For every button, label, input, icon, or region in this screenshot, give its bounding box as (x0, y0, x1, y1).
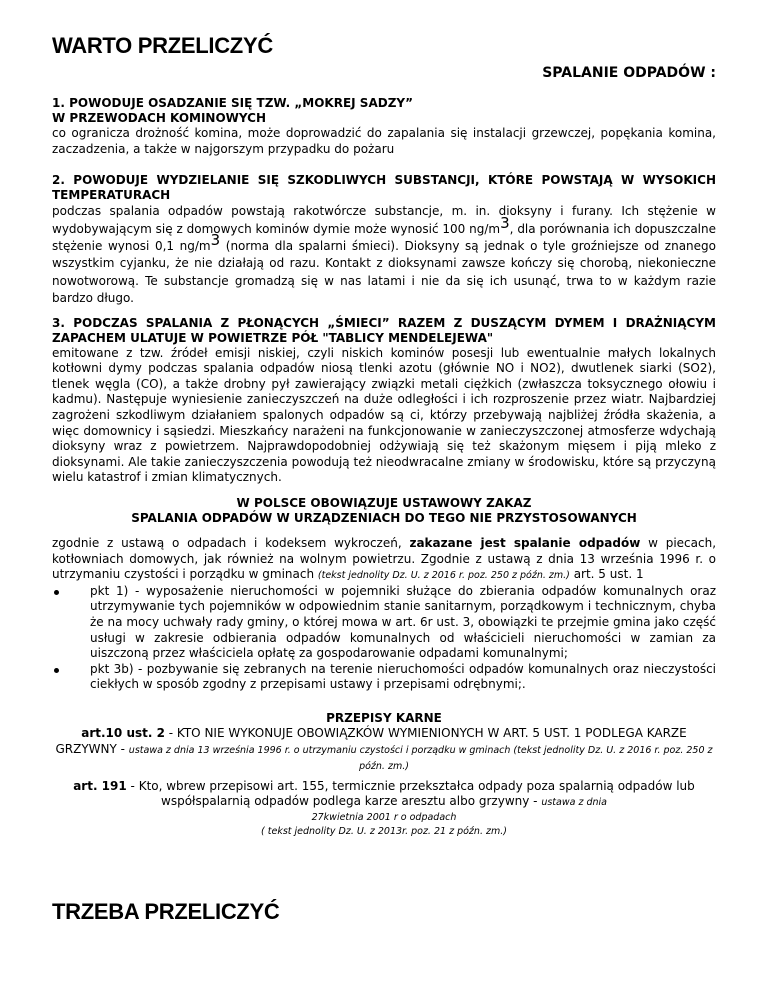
ban-heading-2: SPALANIA ODPADÓW W URZĄDZENIACH DO TEGO NIE PRZYSTOSOWANYCH (131, 510, 637, 525)
section-3-body: emitowane z tzw. źródeł emisji niskiej, czyli niskich kominów posesji lub ewentualnie małych lokalnych kotłowni dymy podczas spalania odpadów niosą tlenki azotu (głównie NO i NO2), dwutlenek siarki (SO2), tlenek węgla (CO), a także drobny pył zawierający związki metali ciężkich (zwłaszcza toksycznego ołowiu i kadmu). Następuje wyniesienie zanieczyszczeń na duże odległości i ich rozproszenie przez wiatr. Najbardziej zagrożeni szkodliwym działaniem spalonych odpadów są ci, którzy przebywają najbliżej źródła skażenia, a więc domownicy i sąsiedzi. Mieszkańcy narażeni na funkcjonowanie w zanieczyszczonej atmosferze wdychają dioksyny wraz z powietrzem. Najprawdopodobniej odżywiają się też skażonym mięsem i piją mleko z dioksynami. Ale takie zanieczyszczenia powodują też nieodwracalne zmiany w środowisku, które są przyczyną wielu katastrof i zmian klimatycznych. (52, 345, 716, 485)
penalty-article-10 (52, 726, 716, 775)
ban-body (52, 536, 716, 584)
ban-text-bold: zakazane jest spalanie odpadów (409, 535, 641, 550)
ban-list (52, 584, 716, 693)
article-ref: art. 191 (73, 778, 127, 793)
section-2 (52, 173, 716, 307)
section-2-text-a: podczas spalania odpadów powstają rakotwórcze substancje, m. in. dioksyny i furany. Ich stężenie w wydobywającym się z domowych kominów dymie może wynosić 100 ng/m (52, 204, 716, 236)
penalties-section (52, 711, 716, 839)
section-2-text-c: (norma dla spalarni śmieci). Dioksyny są jednak o tyle groźniejsze od znanego wszystkim cyjanku, że nie działają od razu. Kontakt z dioksynami zawsze kończy się chorobą, niekonieczne nowotworową. Te substancje gromadzą się w nas latami i nie da się ich usunąć, trwa to w każdym razie bardzo długo. (52, 239, 716, 306)
article-source: ustawa z dnia (541, 797, 607, 809)
ban-heading-1: W POLSCE OBOWIĄZUJE USTAWOWY ZAKAZ (236, 495, 532, 510)
section-3 (52, 316, 716, 486)
article-text: - Kto, wbrew przepisowi art. 155, termicznie przekształca odpady poza spalarnią odpadów lub współspalarnią odpadów podlega karze aresztu albo grzywny - (126, 778, 695, 809)
article-ref: art.10 ust. 2 (81, 725, 165, 740)
superscript: 3 (210, 231, 221, 249)
document-page (52, 32, 716, 839)
section-1-body: co ogranicza drożność komina, może doprowadzić do zapalania się instalacji grzewczej, popękania komina, zaczadzenia, a także w najgorszym przypadku do pożaru (52, 126, 716, 156)
article-text: - KTO NIE WYKONUJE OBOWIĄZKÓW WYMIENIONYCH W ART. 5 UST. 1 PODLEGA KARZE GRZYWNY - (55, 725, 687, 756)
list-item: pkt 3b) - pozbywanie się zebranych na terenie nieruchomości odpadów komunalnych oraz nieczystości ciekłych w sposób zgodny z przepisami ustawy i przepisami odrębnymi;. (52, 662, 716, 693)
ban-text-c: art. 5 ust. 1 (569, 567, 644, 582)
page-title: WARTO PRZELICZYĆ (52, 33, 273, 58)
section-2-body (52, 203, 716, 307)
bottom-title: TRZEBA PRZELICZYĆ (52, 899, 280, 924)
ban-heading (52, 496, 716, 526)
list-item: pkt 1) - wyposażenie nieruchomości w pojemniki służące do zbierania odpadów komunalnych oraz utrzymywanie tych pojemników w odpowiednim stanie sanitarnym, porządkowym i technicznym, chyba że na mocy uchwały rady gminy, o której mowa w art. 6r ust. 3, obowiązki te przejmie gmina jako część usługi w zakresie odbierania odpadów komunalnych od właścicieli nieruchomości w zamian za uiszczoną przez właściciela opłatę za gospodarowanie odpadami komunalnymi; (52, 584, 716, 662)
section-subtitle: SPALANIE ODPADÓW : (542, 65, 716, 81)
ban-text-italic: (tekst jednolity Dz. U. z 2016 r. poz. 250 z późn. zm.) (317, 570, 570, 582)
superscript: 3 (500, 213, 510, 232)
section-3-heading: 3. PODCZAS SPALANIA Z PŁONĄCYCH „ŚMIECI” RAZEM Z DUSZĄCYM DYMEM I DRAŻNIĄCYM ZAPACHEM ULATUJE W POWIETRZE PÓŁ "TABLICY MENDELEJEWA" (52, 315, 716, 345)
section-1-heading-2: W PRZEWODACH KOMINOWYCH (52, 111, 267, 125)
section-2-heading: 2. POWODUJE WYDZIELANIE SIĘ SZKODLIWYCH SUBSTANCJI, KTÓRE POWSTAJĄ W WYSOKICH TEMPERATURACH (52, 173, 716, 203)
ban-text-b: w piecach, kotłowniach domowych, jak również na wolnym powietrzu. Zgodnie z ustawą z dnia 13 września 1996 r. o utrzymaniu czystości i porządku w gminach (52, 535, 717, 582)
penalty-article-191 (52, 779, 716, 811)
section-1 (52, 96, 716, 157)
penalties-heading: PRZEPISY KARNE (326, 710, 442, 725)
article-source: ustawa z dnia 13 września 1996 r. o utrzymaniu czystości i porządku w gminach (tekst jednolity Dz. U. z 2016 r. poz. 250 z późn. zm.) (128, 744, 713, 773)
section-2-text-b: , dla porównania ich dopuszczalne stężenie wynosi 0,1 ng/m (52, 221, 717, 253)
article-source-line-3: ( tekst jednolity Dz. U. z 2013r. poz. 21 z późn. zm.) (261, 825, 507, 837)
section-1-heading: 1. POWODUJE OSADZANIE SIĘ TZW. „MOKREJ SADZY” (52, 96, 413, 110)
ban-text-a: zgodnie z ustawą o odpadach i kodeksem wykroczeń, (52, 535, 410, 550)
article-source-line-2: 27kwietnia 2001 r o odpadach (311, 811, 457, 823)
